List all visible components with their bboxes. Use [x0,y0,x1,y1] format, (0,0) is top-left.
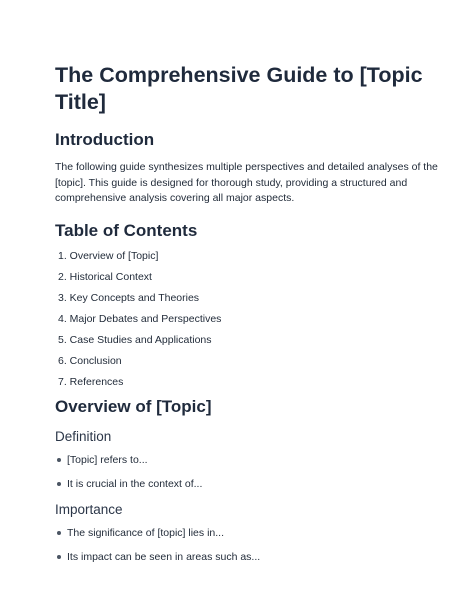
list-item-text: It is crucial in the context of... [67,477,203,490]
list-item [55,477,445,501]
definition-heading: Definition [55,428,112,444]
toc-item-case-studies: 5. Case Studies and Applications [58,333,212,346]
list-item-text: [Topic] refers to... [67,453,148,466]
introduction-heading: Introduction [55,130,155,149]
toc-list [55,249,445,396]
toc-item-historical-context: 2. Historical Context [58,270,152,283]
bullet-dot-icon [57,555,61,559]
importance-list [55,526,445,574]
introduction-paragraph: The following guide synthesizes multiple perspectives and detailed analyses of the [topic]. This guide is designed for thorough study, providing a structured and comprehensive analysis covering all major aspects. [55,161,438,204]
list-item [55,453,445,477]
list-item-text: The significance of [topic] lies in... [67,526,224,539]
list-item [55,550,445,574]
list-item-text: Its impact can be seen in areas such as... [67,550,261,563]
definition-list [55,453,445,501]
bullet-dot-icon [57,458,61,462]
importance-heading: Importance [55,501,123,517]
toc-item-references: 7. References [58,375,124,388]
toc-heading: Table of Contents [55,220,198,240]
toc-item-conclusion: 6. Conclusion [58,354,122,367]
bullet-dot-icon [57,531,61,535]
toc-item-key-concepts: 3. Key Concepts and Theories [58,291,200,304]
bullet-dot-icon [57,482,61,486]
overview-heading: Overview of [Topic] [55,396,212,416]
toc-item-overview: 1. Overview of [Topic] [58,249,159,262]
document-page [55,62,445,574]
list-item [55,526,445,550]
toc-item-major-debates: 4. Major Debates and Perspectives [58,312,222,325]
document-title: The Comprehensive Guide to [Topic Title] [55,63,423,114]
